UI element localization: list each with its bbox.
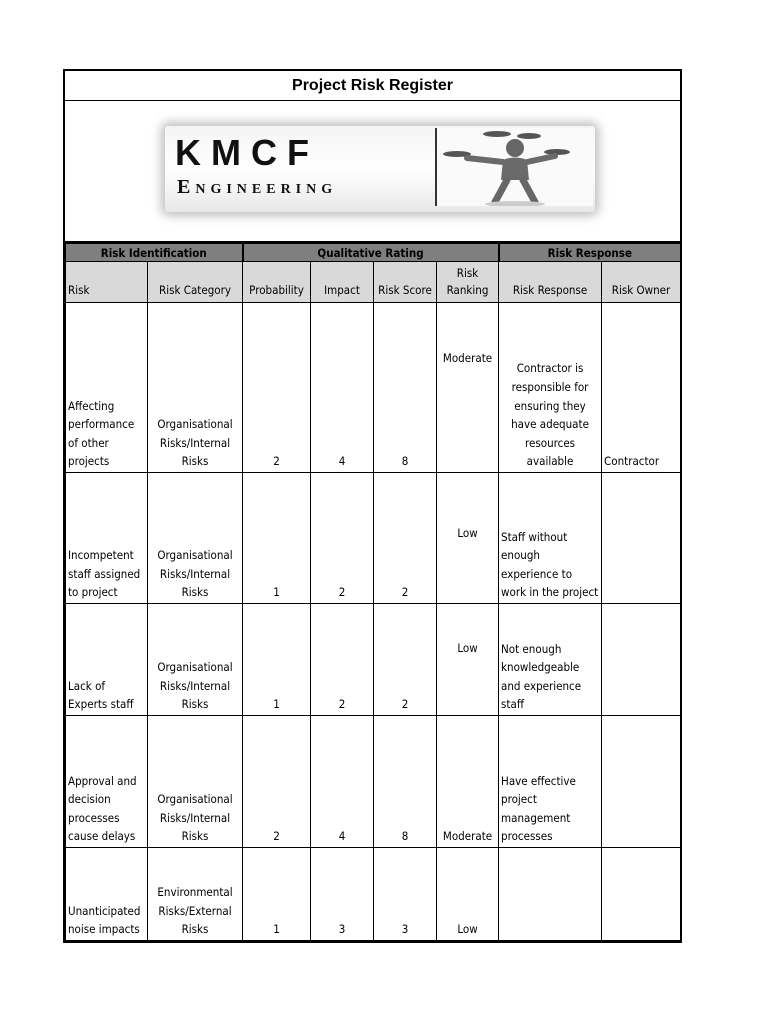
cell-category: Organisational Risks/Internal Risks <box>148 473 243 604</box>
group-risk-response: Risk Response <box>499 244 681 262</box>
logo-row <box>65 101 680 243</box>
col-risk-ranking: Risk Ranking <box>437 262 499 303</box>
cell-ranking: Low <box>437 473 499 604</box>
cell-probability: 1 <box>243 604 311 716</box>
logo-sub-text: Engineering <box>177 176 338 198</box>
col-risk: Risk <box>66 262 148 303</box>
col-risk-owner: Risk Owner <box>602 262 681 303</box>
cell-owner <box>602 604 681 716</box>
cell-risk: Affecting performance of other projects <box>66 303 148 473</box>
cell-impact: 4 <box>311 716 374 848</box>
cell-owner: Contractor <box>602 303 681 473</box>
col-risk-response: Risk Response <box>499 262 602 303</box>
cell-score: 8 <box>374 303 437 473</box>
cell-response: Not enough knowledgeable and experience staff <box>499 604 602 716</box>
col-probability: Probability <box>243 262 311 303</box>
group-header-row <box>66 244 681 262</box>
cell-ranking: Moderate <box>437 303 499 473</box>
table-row <box>66 716 681 848</box>
table-row <box>66 848 681 941</box>
cell-probability: 1 <box>243 473 311 604</box>
cell-response: Contractor is responsible for ensuring they have adequate resources available <box>499 303 602 473</box>
group-qualitative-rating: Qualitative Rating <box>243 244 499 262</box>
risk-table <box>65 243 681 941</box>
cell-category: Organisational Risks/Internal Risks <box>148 716 243 848</box>
cell-score: 3 <box>374 848 437 941</box>
group-risk-identification: Risk Identification <box>66 244 243 262</box>
cell-impact: 2 <box>311 473 374 604</box>
cell-ranking: Low <box>437 848 499 941</box>
cell-category: Organisational Risks/Internal Risks <box>148 303 243 473</box>
table-row <box>66 473 681 604</box>
cell-score: 2 <box>374 473 437 604</box>
page-title: Project Risk Register <box>65 71 680 101</box>
cell-impact: 2 <box>311 604 374 716</box>
cell-owner <box>602 473 681 604</box>
cell-risk: Lack of Experts staff <box>66 604 148 716</box>
cell-owner <box>602 716 681 848</box>
col-risk-score: Risk Score <box>374 262 437 303</box>
cell-response: Have effective project management processes <box>499 716 602 848</box>
cell-score: 2 <box>374 604 437 716</box>
table-row <box>66 604 681 716</box>
cell-risk: Unanticipated noise impacts <box>66 848 148 941</box>
cell-risk: Approval and decision processes cause delays <box>66 716 148 848</box>
juggler-figure-icon <box>435 128 593 206</box>
cell-category: Environmental Risks/External Risks <box>148 848 243 941</box>
table-row <box>66 303 681 473</box>
cell-risk: Incompetent staff assigned to project <box>66 473 148 604</box>
logo-main-text: KMCF <box>175 132 319 173</box>
col-risk-category: Risk Category <box>148 262 243 303</box>
cell-impact: 4 <box>311 303 374 473</box>
cell-category: Organisational Risks/Internal Risks <box>148 604 243 716</box>
cell-ranking: Moderate <box>437 716 499 848</box>
cell-score: 8 <box>374 716 437 848</box>
cell-probability: 2 <box>243 716 311 848</box>
risk-register-sheet <box>63 69 682 943</box>
company-logo <box>165 126 595 212</box>
cell-response <box>499 848 602 941</box>
col-impact: Impact <box>311 262 374 303</box>
cell-impact: 3 <box>311 848 374 941</box>
cell-owner <box>602 848 681 941</box>
cell-probability: 1 <box>243 848 311 941</box>
cell-ranking: Low <box>437 604 499 716</box>
column-header-row <box>66 262 681 303</box>
cell-response: Staff without enough experience to work in the project <box>499 473 602 604</box>
cell-probability: 2 <box>243 303 311 473</box>
